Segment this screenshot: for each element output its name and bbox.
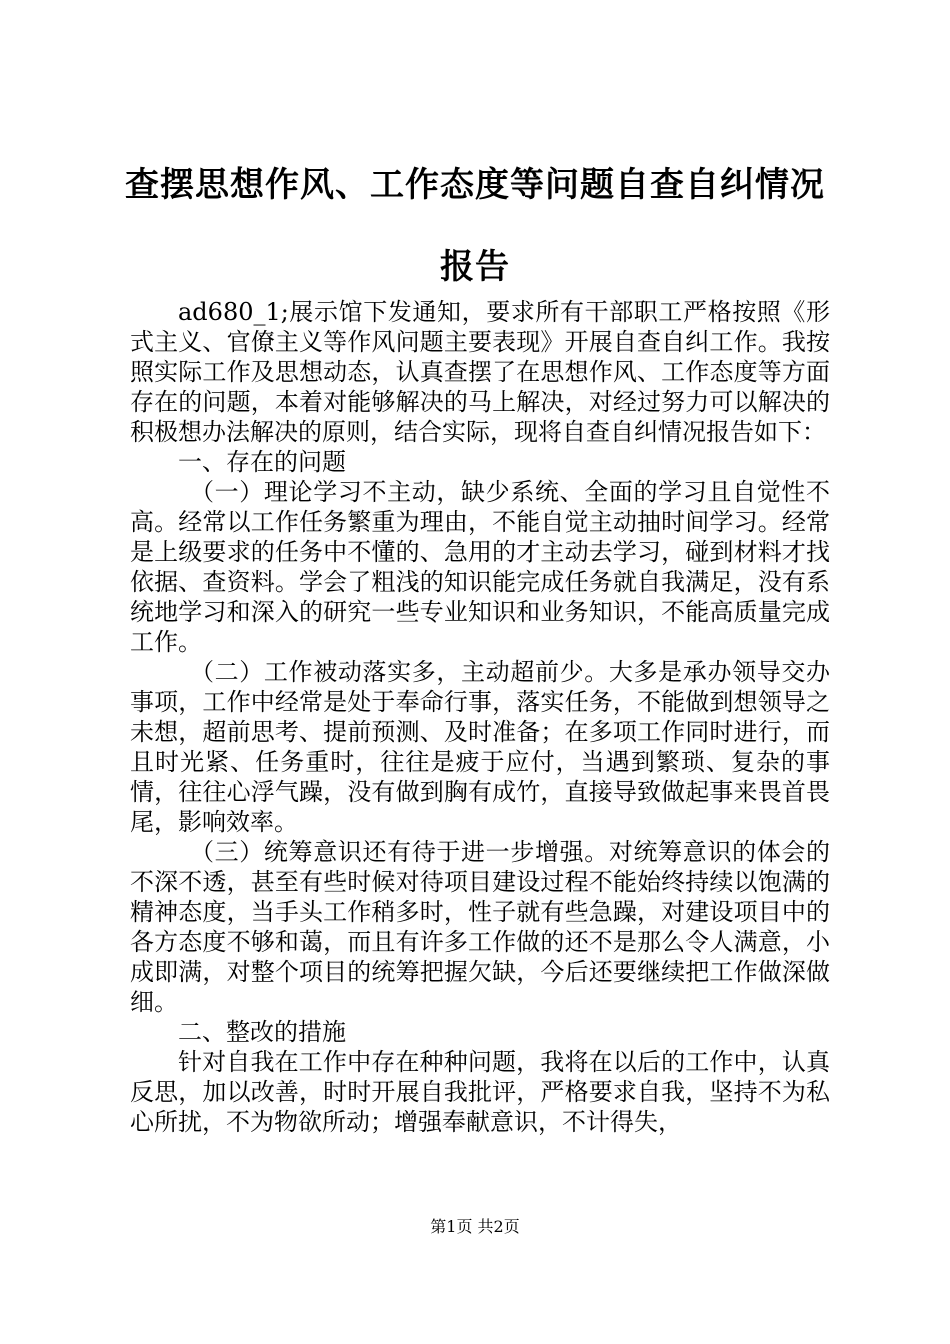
problem-item-2: （二）工作被动落实多，主动超前少。大多是承办领导交办事项，工作中经常是处于奉命行事，落实任务，不能做到想领导之未想，超前思考、提前预测、及时准备；在多项工作同时进行，而且时光紧、任务重时，往往是疲于应付，当遇到繁琐、复杂的事情，往往心浮气躁，没有做到胸有成竹，直接导致做起事来畏首畏尾，影响效率。 <box>130 658 830 836</box>
document-title-line-2: 报告 <box>440 247 510 287</box>
page-footer: 第1页 共2页 <box>430 1217 520 1236</box>
section-heading-measures: 二、整改的措施 <box>178 1018 346 1046</box>
document-title-line-1: 查摆思想作风、工作态度等问题自查自纠情况 <box>125 165 825 205</box>
intro-paragraph: ad680_1;展示馆下发通知，要求所有干部职工严格按照《形式主义、官僚主义等作风问题主要表现》开展自查自纠工作。我按照实际工作及思想动态，认真查摆了在思想作风、工作态度等方面存在的问题，本着对能够解决的马上解决，对经过努力可以解决的积极想办法解决的原则，结合实际，现将自查自纠情况报告如下： <box>130 298 830 446</box>
section-heading-problems: 一、存在的问题 <box>178 448 346 476</box>
measures-paragraph: 针对自我在工作中存在种种问题，我将在以后的工作中，认真反思，加以改善，时时开展自我批评，严格要求自我，坚持不为私心所扰，不为物欲所动；增强奉献意识，不计得失， <box>130 1048 830 1136</box>
problem-item-3: （三）统筹意识还有待于进一步增强。对统筹意识的体会的不深不透，甚至有些时候对待项目建设过程不能始终持续以饱满的精神态度，当手头工作稍多时，性子就有些急躁，对建设项目中的各方态度不够和蔼，而且有许多工作做的还不是那么令人满意，小成即满，对整个项目的统筹把握欠缺，今后还要继续把工作做深做细。 <box>130 838 830 1016</box>
problem-item-1: （一）理论学习不主动，缺少系统、全面的学习且自觉性不高。经常以工作任务繁重为理由，不能自觉主动抽时间学习。经常是上级要求的任务中不懂的、急用的才主动去学习，碰到材料才找依据、查资料。学会了粗浅的知识能完成任务就自我满足，没有系统地学习和深入的研究一些专业知识和业务知识，不能高质量完成工作。 <box>130 478 830 656</box>
document-body <box>130 297 830 1137</box>
